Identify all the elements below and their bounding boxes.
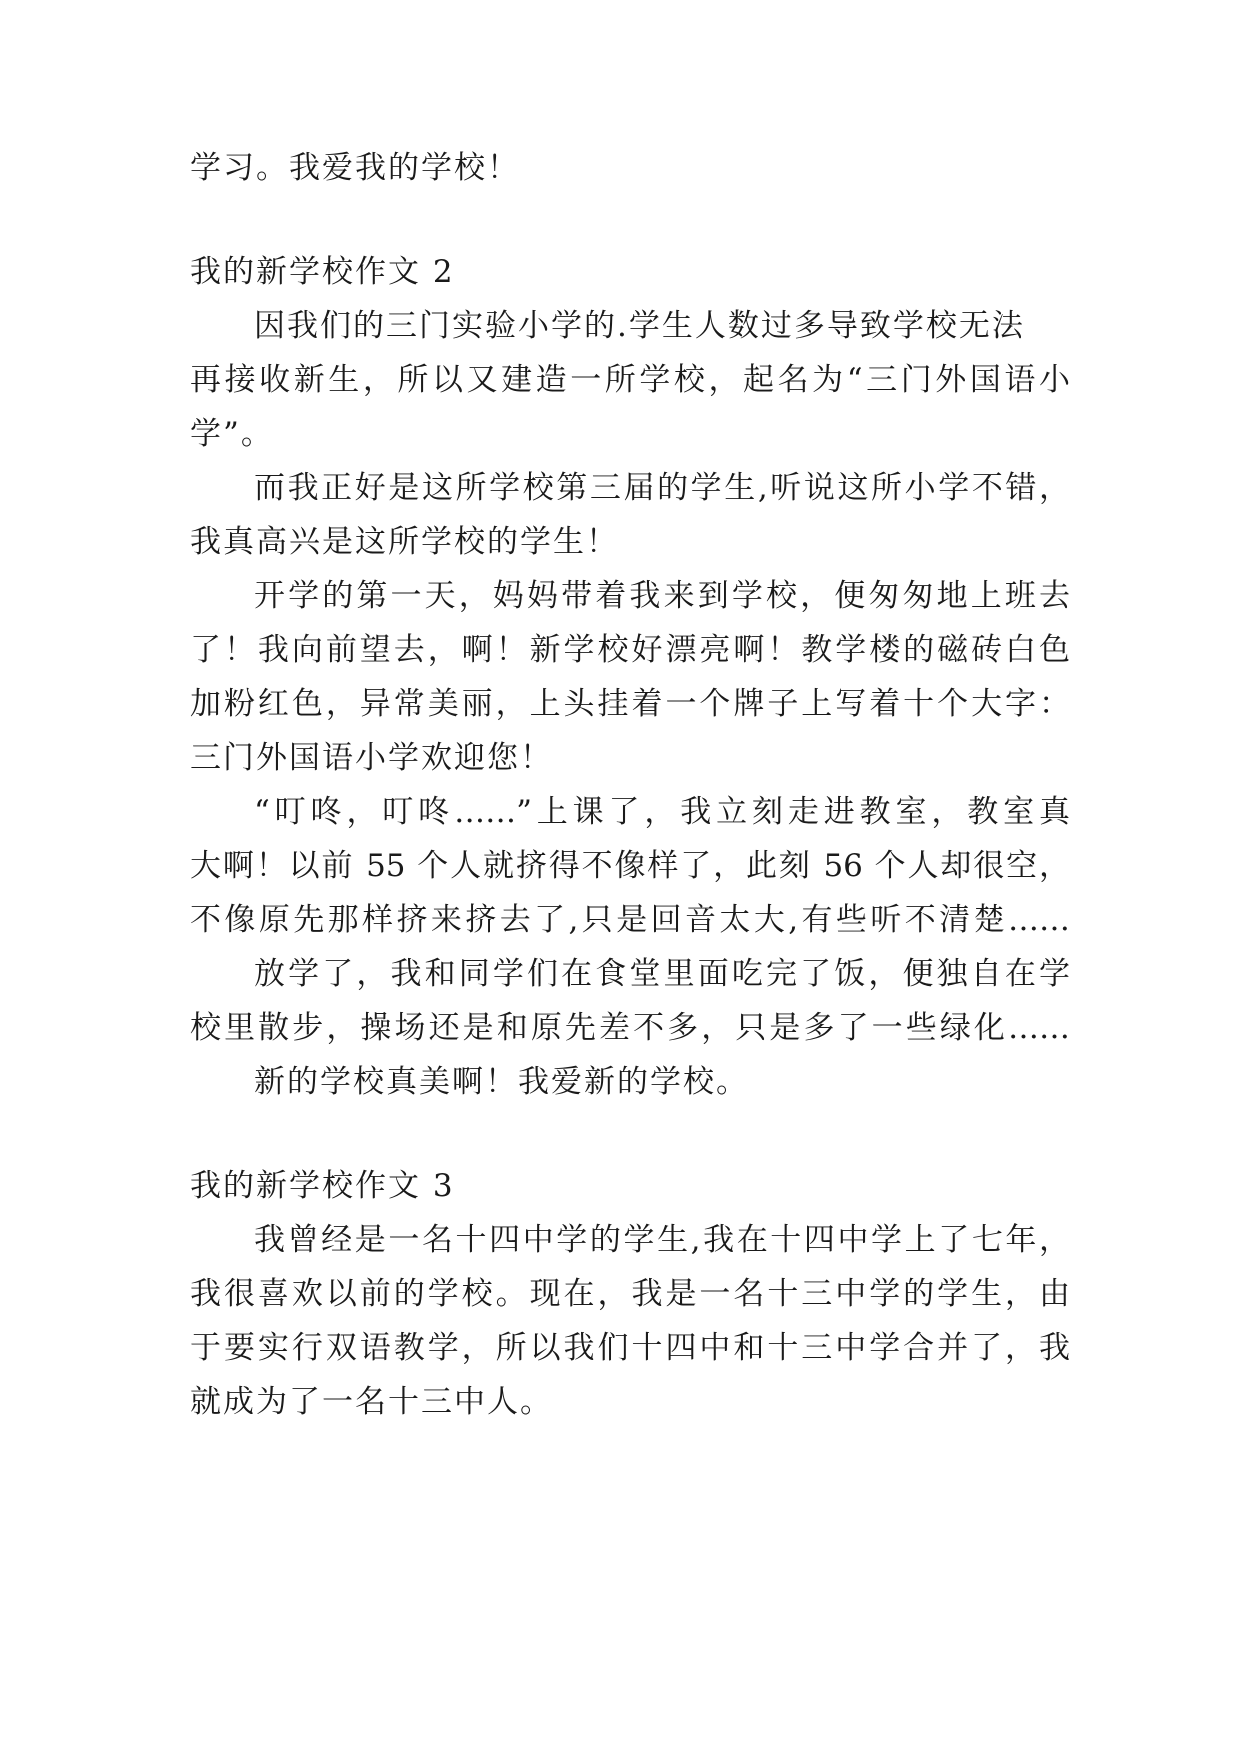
paragraph-line: 因我们的三门实验小学的.学生人数过多导致学校无法 [254, 308, 1025, 344]
paragraph-line: 再接收新生，所以又建造一所学校，起名为“三门外国语小 [190, 362, 1070, 398]
paragraph-line: 而我正好是这所学校第三届的学生,听说这所小学不错， [254, 470, 1070, 506]
paragraph-line: 三门外国语小学欢迎您！ [190, 740, 553, 776]
paragraph-line: 开学的第一天，妈妈带着我来到学校，便匆匆地上班去 [254, 578, 1070, 614]
paragraph-line: 不像原先那样挤来挤去了,只是回音太大,有些听不清楚…… [190, 902, 1070, 938]
paragraph-line: 学”。 [190, 416, 274, 452]
paragraph-end-line: 学习。我爱我的学校！ [190, 150, 520, 186]
paragraph-line: 放学了，我和同学们在食堂里面吃完了饭，便独自在学 [254, 956, 1070, 992]
paragraph-line: “叮咚，叮咚……”上课了，我立刻走进教室，教室真 [254, 794, 1070, 830]
essay-heading-2: 我的新学校作文 2 [190, 254, 455, 290]
paragraph-line: 我曾经是一名十四中学的学生,我在十四中学上了七年， [254, 1222, 1070, 1258]
paragraph-line: 大啊！以前 55 个人就挤得不像样了，此刻 56 个人却很空， [190, 848, 1070, 884]
paragraph-line: 校里散步，操场还是和原先差不多，只是多了一些绿化…… [190, 1010, 1070, 1046]
essay-heading-3: 我的新学校作文 3 [190, 1168, 455, 1204]
paragraph-line: 了！我向前望去，啊！新学校好漂亮啊！教学楼的磁砖白色 [190, 632, 1070, 668]
paragraph-line: 就成为了一名十三中人。 [190, 1384, 553, 1420]
paragraph-line: 我很喜欢以前的学校。现在，我是一名十三中学的学生，由 [190, 1276, 1070, 1312]
paragraph-line: 我真高兴是这所学校的学生！ [190, 524, 619, 560]
paragraph-line: 加粉红色，异常美丽，上头挂着一个牌子上写着十个大字： [190, 686, 1070, 722]
paragraph-line: 于要实行双语教学，所以我们十四中和十三中学合并了，我 [190, 1330, 1070, 1366]
paragraph-line: 新的学校真美啊！我爱新的学校。 [254, 1064, 749, 1100]
